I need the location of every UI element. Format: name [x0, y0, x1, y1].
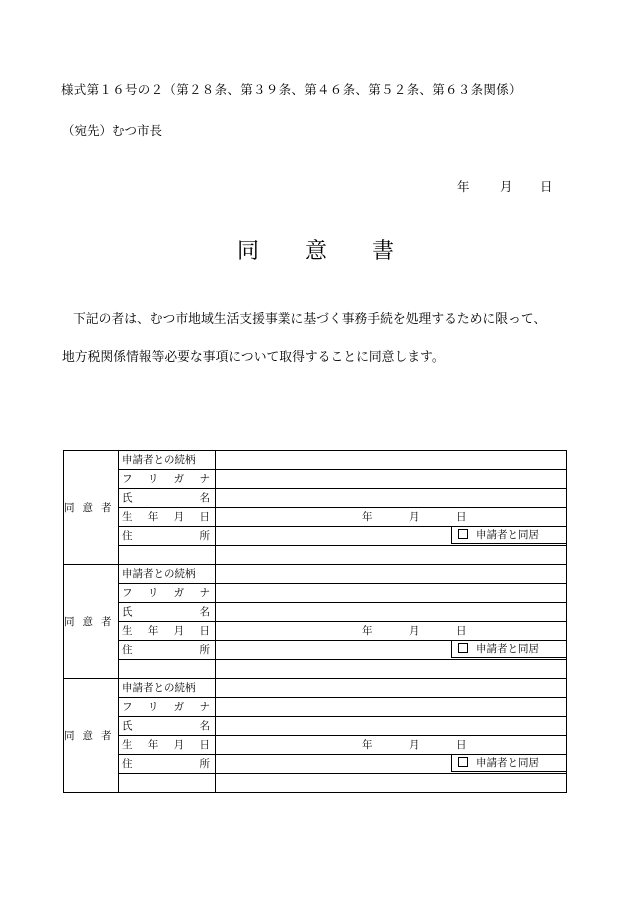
- title-char: 同: [237, 239, 260, 264]
- furigana-field[interactable]: [216, 698, 567, 717]
- furigana-label: フ リ ガ ナ: [119, 584, 216, 603]
- title-char: 書: [372, 239, 395, 264]
- name-label: 氏 名: [119, 489, 216, 508]
- checkbox-icon[interactable]: [458, 757, 468, 767]
- birthdate-label: 生 年 月 日: [119, 736, 216, 755]
- relationship-row: [64, 451, 567, 470]
- relationship-label: 申請者との続柄: [119, 451, 216, 470]
- furigana-field[interactable]: [216, 470, 567, 489]
- address-field-continued[interactable]: [216, 660, 567, 679]
- form-number: 様式第１６号の２（第２８条、第３９条、第４６条、第５２条、第６３条関係）: [61, 82, 522, 97]
- address-row: [64, 527, 567, 546]
- furigana-row: [64, 698, 567, 717]
- address-label: 住 所: [119, 755, 216, 774]
- relationship-row: [64, 565, 567, 584]
- furigana-field[interactable]: [216, 584, 567, 603]
- date-day: 日: [540, 179, 553, 194]
- address-label-continued: [119, 660, 216, 679]
- relationship-field[interactable]: [216, 679, 567, 698]
- name-field[interactable]: [216, 489, 567, 508]
- address-row: [64, 641, 567, 660]
- address-label: 住 所: [119, 641, 216, 660]
- furigana-row: [64, 584, 567, 603]
- birthdate-field[interactable]: 年 月 日: [216, 736, 567, 755]
- body-text-line-2: 地方税関係情報等必要な事項について取得することに同意します。: [62, 350, 445, 365]
- cohabit-checkbox[interactable]: 申請者と同居: [451, 527, 567, 545]
- address-field-continued[interactable]: [216, 774, 567, 793]
- name-row: [64, 717, 567, 736]
- title-char: 意: [305, 239, 328, 264]
- address-continuation-row: [64, 660, 567, 679]
- checkbox-icon[interactable]: [458, 529, 468, 539]
- consent-table: [63, 450, 567, 793]
- birthdate-field[interactable]: 年 月 日: [216, 622, 567, 641]
- birthdate-field[interactable]: 年 月 日: [216, 508, 567, 527]
- name-field[interactable]: [216, 603, 567, 622]
- checkbox-icon[interactable]: [458, 643, 468, 653]
- name-row: [64, 489, 567, 508]
- address-label-continued: [119, 546, 216, 565]
- date-month: 月: [500, 179, 513, 194]
- birthdate-row: [64, 622, 567, 641]
- address-field[interactable]: [216, 641, 567, 660]
- birthdate-row: [64, 508, 567, 527]
- address-label-continued: [119, 774, 216, 793]
- birthdate-label: 生 年 月 日: [119, 622, 216, 641]
- relationship-field[interactable]: [216, 451, 567, 470]
- furigana-label: フ リ ガ ナ: [119, 470, 216, 489]
- address-label: 住 所: [119, 527, 216, 546]
- relationship-label: 申請者との続柄: [119, 679, 216, 698]
- address-continuation-row: [64, 546, 567, 565]
- address-field-continued[interactable]: [216, 546, 567, 565]
- consenter-label: 同 意 者: [64, 451, 119, 565]
- date-year: 年: [457, 179, 470, 194]
- name-row: [64, 603, 567, 622]
- address-continuation-row: [64, 774, 567, 793]
- consenter-label: 同 意 者: [64, 565, 119, 679]
- body-text-line-1: 下記の者は、むつ市地域生活支援事業に基づく事務手続を処理するために限って、: [73, 312, 547, 327]
- cohabit-checkbox[interactable]: 申請者と同居: [451, 641, 567, 659]
- address-field[interactable]: [216, 527, 567, 546]
- relationship-row: [64, 679, 567, 698]
- address-row: [64, 755, 567, 774]
- furigana-row: [64, 470, 567, 489]
- addressee: （宛先）むつ市長: [62, 123, 163, 138]
- furigana-label: フ リ ガ ナ: [119, 698, 216, 717]
- address-field[interactable]: [216, 755, 567, 774]
- cohabit-checkbox[interactable]: 申請者と同居: [451, 755, 567, 773]
- relationship-field[interactable]: [216, 565, 567, 584]
- consenter-label: 同 意 者: [64, 679, 119, 793]
- birthdate-row: [64, 736, 567, 755]
- name-label: 氏 名: [119, 603, 216, 622]
- relationship-label: 申請者との続柄: [119, 565, 216, 584]
- name-label: 氏 名: [119, 717, 216, 736]
- name-field[interactable]: [216, 717, 567, 736]
- birthdate-label: 生 年 月 日: [119, 508, 216, 527]
